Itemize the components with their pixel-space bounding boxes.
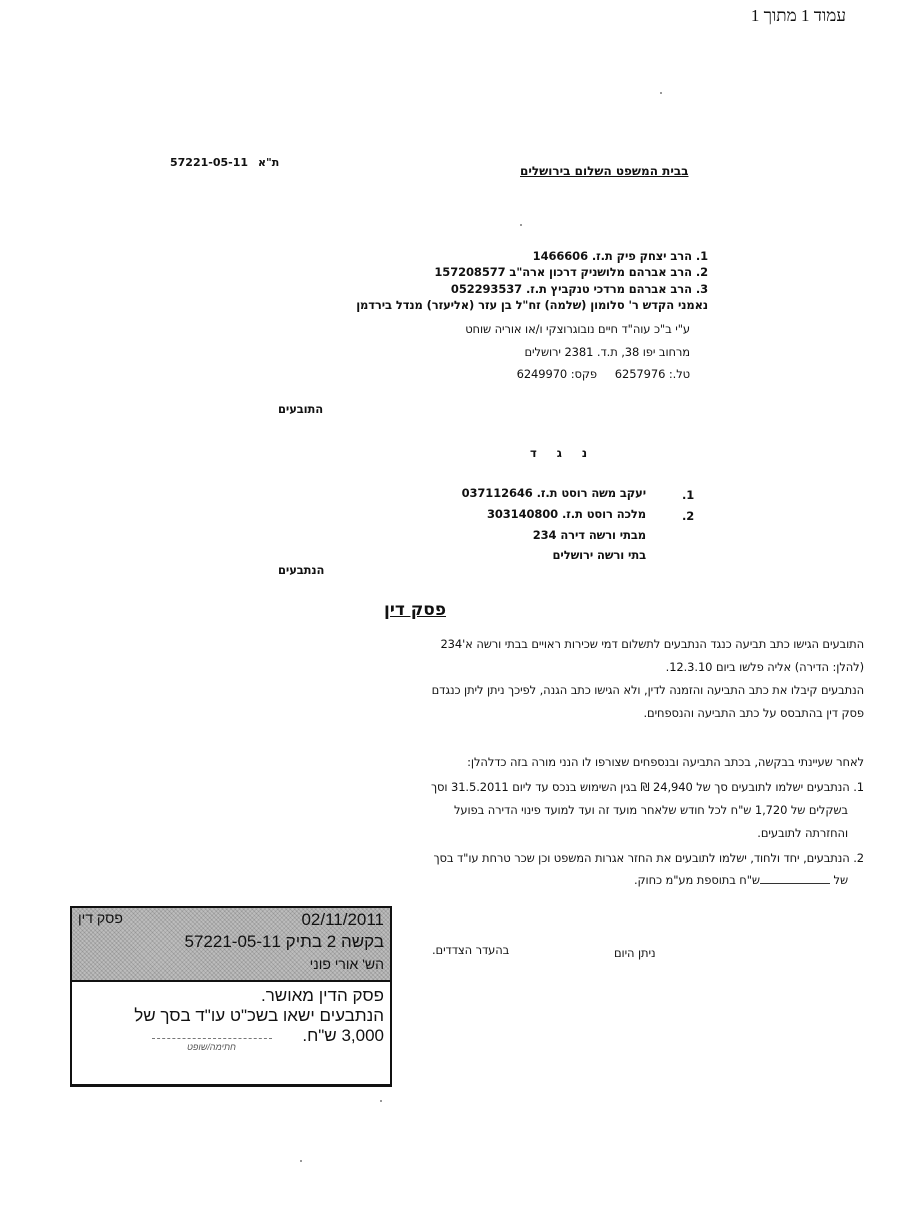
phone-number: 6257976 xyxy=(614,367,666,381)
order-2-suffix: ש"ח בתוספת מע"מ כחוק. xyxy=(633,873,760,887)
paragraph-1-line-1: התובעים הגישו כתב תביעה כנגד הנתבעים לתשלום דמי שכירות ראויים בבתי ורשה א'234 xyxy=(440,637,864,651)
stamp-amount: 3,000 ש"ח. xyxy=(302,1026,384,1045)
scan-speck xyxy=(300,1160,302,1162)
signature-line xyxy=(152,1038,272,1039)
parties-absent-label: בהעדר הצדדים. xyxy=(432,943,510,957)
order-2-line-1: 2. הנתבעים, יחד ולחוד, ישלמו לתובעים את החזר אגרות המשפט וכן שכר טרחת עו"ד בסך xyxy=(433,851,864,865)
order-2-line-2 xyxy=(634,873,848,887)
stamp-case-number: 57221-05-11 xyxy=(184,932,281,951)
plaintiff-contact xyxy=(517,367,690,381)
order-1-line-1: 1. הנתבעים ישלמו לתובעים סך של 24,940 ₪ בגין השימוש בנכס עד ליום 31.5.2011 וסך xyxy=(430,780,864,794)
defendant-2-number: .2 xyxy=(682,509,695,523)
plaintiff-address: מרחוב יפו 38, ת.ד. 2381 ירושלים xyxy=(524,345,690,359)
costs-amount-blank xyxy=(760,883,830,884)
case-number: 57221-05-11 xyxy=(170,156,249,169)
paragraph-2-line-2: פסק דין בהתבסס על כתב התביעה והנספחים. xyxy=(643,706,864,720)
fax-label: פקס: xyxy=(570,367,597,381)
order-1-line-3: והחזרתה לתובעים. xyxy=(757,826,848,840)
stamp-judge: הש' אורי פוני xyxy=(309,956,384,972)
defendants-address-2: בתי ורשה ירושלים xyxy=(552,548,646,562)
page-indicator: עמוד 1 מתוך 1 xyxy=(750,6,846,25)
order-2-prefix: של xyxy=(833,873,848,887)
versus-label: נ ג ד xyxy=(530,446,596,460)
court-name: בבית המשפט השלום בירושלים xyxy=(520,164,689,178)
stamp-approved: פסק הדין מאושר. xyxy=(260,986,384,1005)
stamp-request-label: בקשה 2 בתיק xyxy=(285,932,384,951)
paragraph-1-line-2: (להלן: הדירה) אליה פלשו ביום 12.3.10. xyxy=(665,660,864,674)
stamp-header xyxy=(72,908,390,982)
order-1-line-2: בשקלים של 1,720 ש"ח לכל חודש שלאחר מועד זה ועד למועד פינוי הדירה בפועל xyxy=(453,803,848,817)
defendants-address-1: מבתי ורשה דירה 234 xyxy=(532,528,646,542)
paragraph-2-line-1: הנתבעים קיבלו את כתב התביעה והזמנה לדין, ולא הגישו כתב הגנה, לפיכך ניתן ליתן כנגדם xyxy=(431,683,864,697)
plaintiff-1: 1. הרב יצחק פיק ת.ז. 1466606 xyxy=(532,249,708,263)
plaintiff-trustees: נאמני הקדש ר' סלומון (שלמה) זח"ל בן עזר (אליעזר) מנדל בירדמן xyxy=(356,298,708,312)
defendant-1: יעקב משה רוסט ת.ז. 037112646 xyxy=(461,486,646,500)
signature-label: חתימה/שופט xyxy=(187,1042,236,1052)
plaintiff-2: 2. הרב אברהם מלושניק דרכון ארה"ב 157208577 xyxy=(434,265,708,279)
plaintiff-3: 3. הרב אברהם מרדכי טנקביץ ת.ז. 052293537 xyxy=(450,282,708,296)
judgment-title: פסק דין xyxy=(384,600,447,620)
stamp-costs-line: הנתבעים ישאו בשכ"ט עו"ד בסך של xyxy=(134,1006,384,1025)
defendant-2: מלכה רוסט ת.ז. 303140800 xyxy=(486,507,646,521)
fax-number: 6249970 xyxy=(516,367,568,381)
stamp-date: 02/11/2011 xyxy=(301,910,384,929)
plaintiffs-role-label: התובעים xyxy=(278,402,324,416)
case-prefix: ת"א xyxy=(258,156,280,169)
scan-speck xyxy=(380,1100,382,1102)
orders-intro: לאחר שעיינתי בבקשה, בכתב התביעה ובנספחים שצורפו לו הנני מורה בזה כדלהלן: xyxy=(467,755,864,769)
court-decision-stamp xyxy=(70,906,392,1087)
given-today-label: ניתן היום xyxy=(614,946,656,960)
stamp-request-line xyxy=(185,932,384,952)
scan-speck xyxy=(660,92,662,94)
defendant-1-number: .1 xyxy=(682,488,695,502)
defendants-role-label: הנתבעים xyxy=(278,563,325,577)
phone-label: טל.: xyxy=(668,367,690,381)
plaintiff-counsel: ע"י ב"כ עוה"ד חיים נובוגרוצקי ו/או אוריה שוחט xyxy=(465,322,690,336)
stamp-type-label: פסק דין xyxy=(78,910,123,926)
scan-speck xyxy=(520,224,522,226)
